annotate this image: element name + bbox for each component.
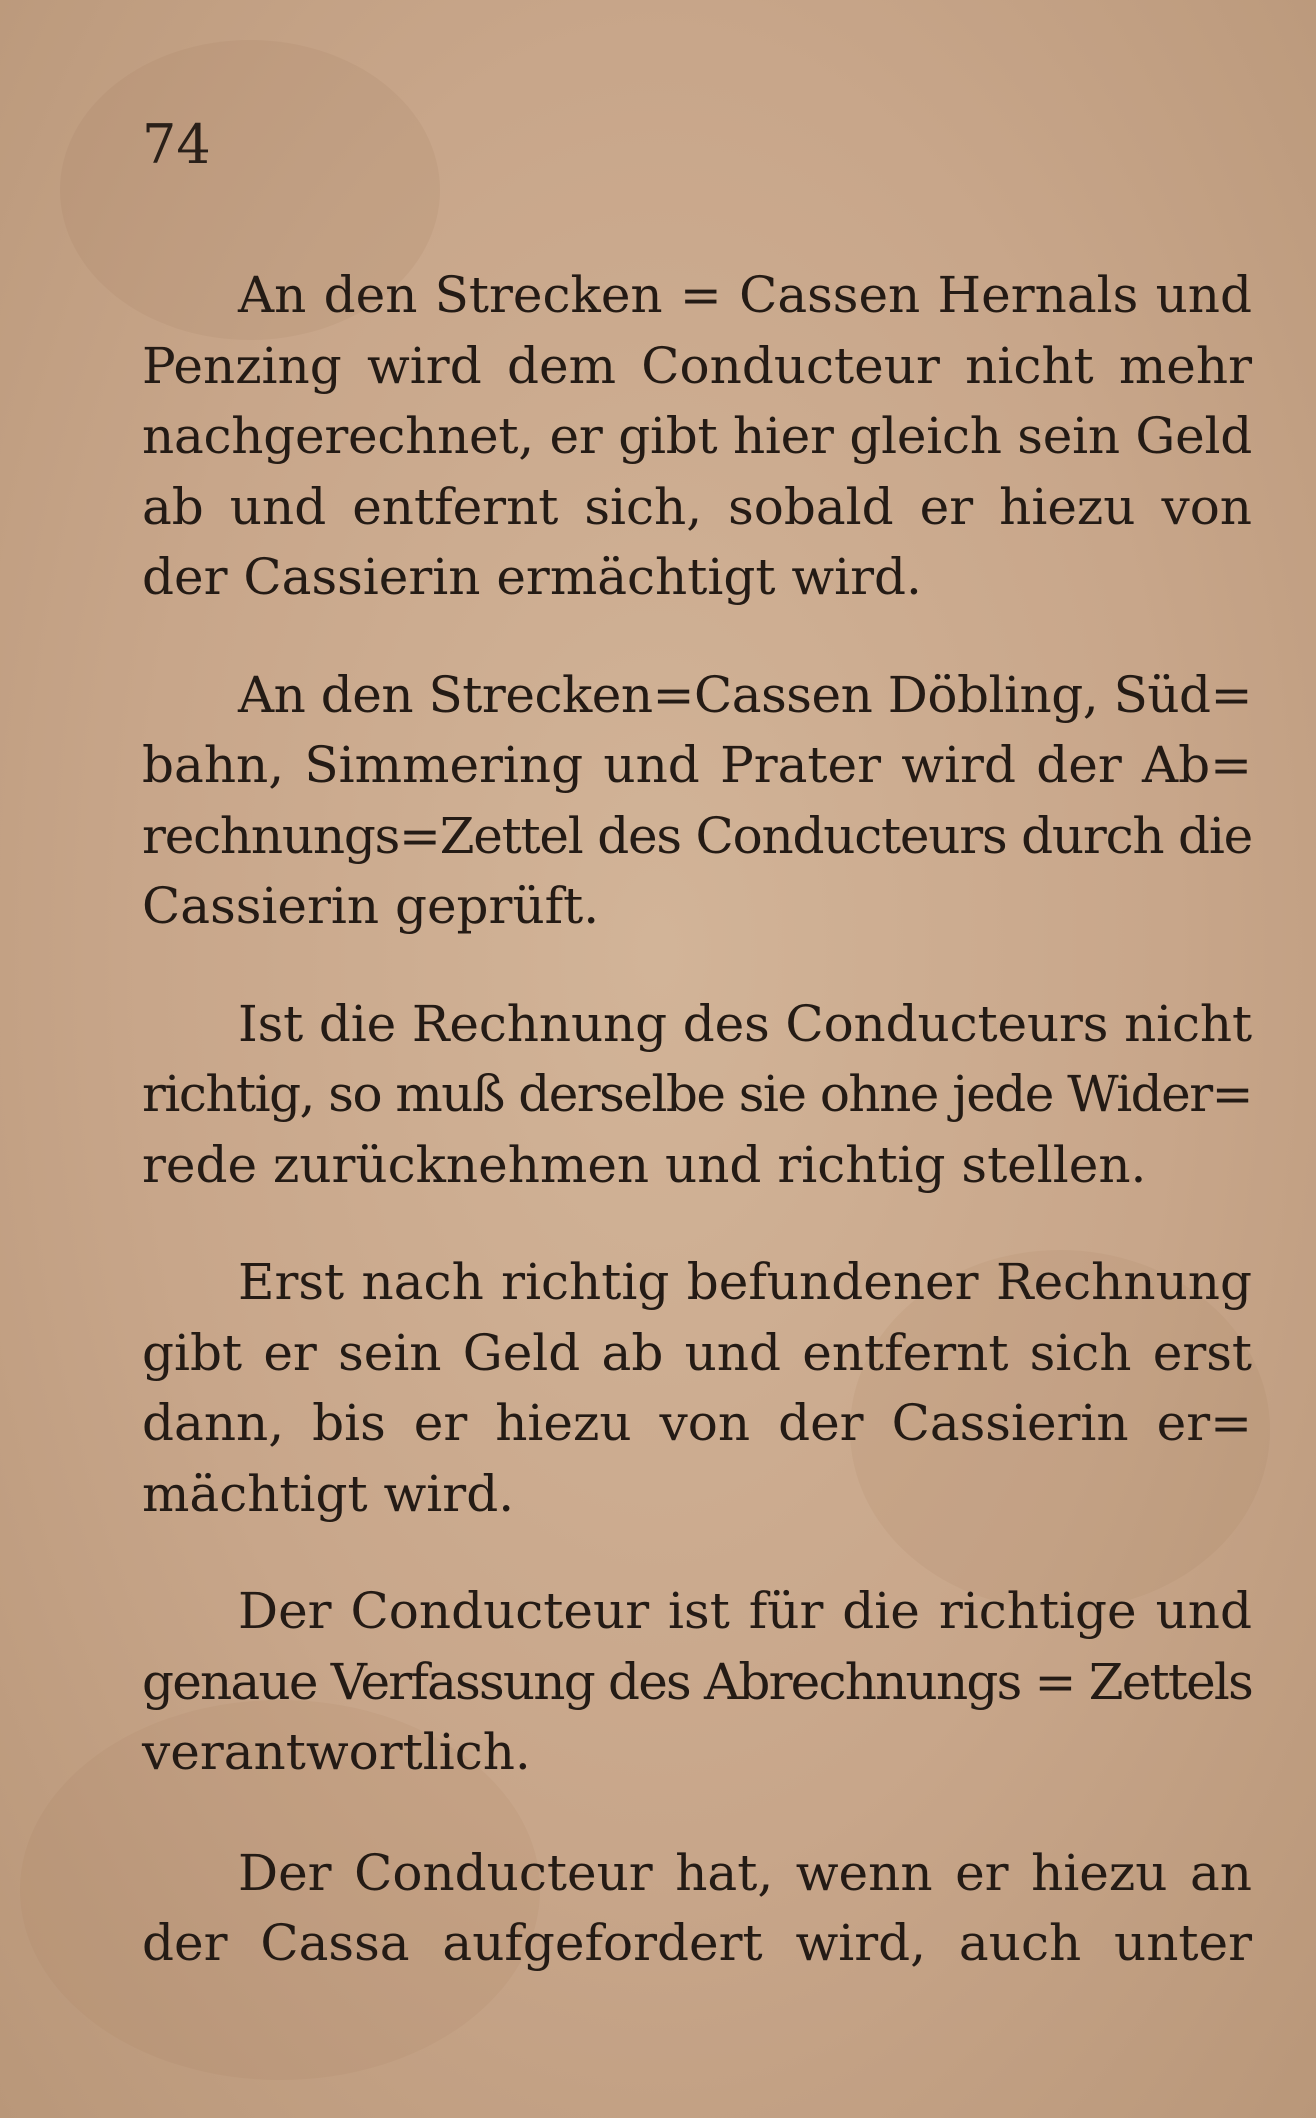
text-line: ab und entfernt sich, sobald er hiezu von xyxy=(142,477,1252,536)
text-line: bahn, Simmering und Prater wird der Ab= xyxy=(142,736,1252,794)
text-line: der Cassierin ermächtigt wird. xyxy=(142,548,922,606)
text-line: An den Strecken = Cassen Hernals und xyxy=(238,266,1252,324)
text-line: nachgerechnet, er gibt hier gleich sein Geld xyxy=(142,407,1252,465)
text-line: Der Conducteur ist für die richtige und xyxy=(238,1582,1252,1640)
text-line: Cassierin geprüft. xyxy=(142,877,600,935)
paragraph xyxy=(142,1838,1252,1979)
text-line: genaue Verfassung des Abrechnungs = Zettels xyxy=(142,1652,1252,1711)
text-line: rede zurücknehmen und richtig stellen. xyxy=(142,1135,1147,1194)
paragraph xyxy=(142,260,1252,613)
text-line: rechnungs=Zettel des Conducteurs durch die xyxy=(142,806,1252,865)
text-line: gibt er sein Geld ab und entfernt sich erst xyxy=(142,1323,1252,1382)
text-line: mächtigt wird. xyxy=(142,1464,515,1523)
text-line: An den Strecken=Cassen Döbling, Süd= xyxy=(238,665,1252,724)
body-text xyxy=(142,260,1252,2026)
text-line: dann, bis er hiezu von der Cassierin er= xyxy=(142,1394,1252,1452)
text-line: verantwortlich. xyxy=(142,1723,531,1781)
text-line: Ist die Rechnung des Conducteurs nicht xyxy=(238,994,1252,1053)
paragraph xyxy=(142,989,1252,1201)
paragraph xyxy=(142,1247,1252,1529)
text-line: Penzing wird dem Conducteur nicht mehr xyxy=(142,336,1252,395)
paragraph xyxy=(142,660,1252,942)
text-line: Erst nach richtig befundener Rechnung xyxy=(238,1253,1252,1311)
text-line: Der Conducteur hat, wenn er hiezu an xyxy=(238,1843,1252,1902)
text-line: richtig, so muß derselbe sie ohne jede Wider= xyxy=(142,1065,1252,1123)
page-number: 74 xyxy=(142,113,211,176)
paragraph xyxy=(142,1576,1252,1788)
text-line: der Cassa aufgefordert wird, auch unter xyxy=(142,1914,1252,1972)
